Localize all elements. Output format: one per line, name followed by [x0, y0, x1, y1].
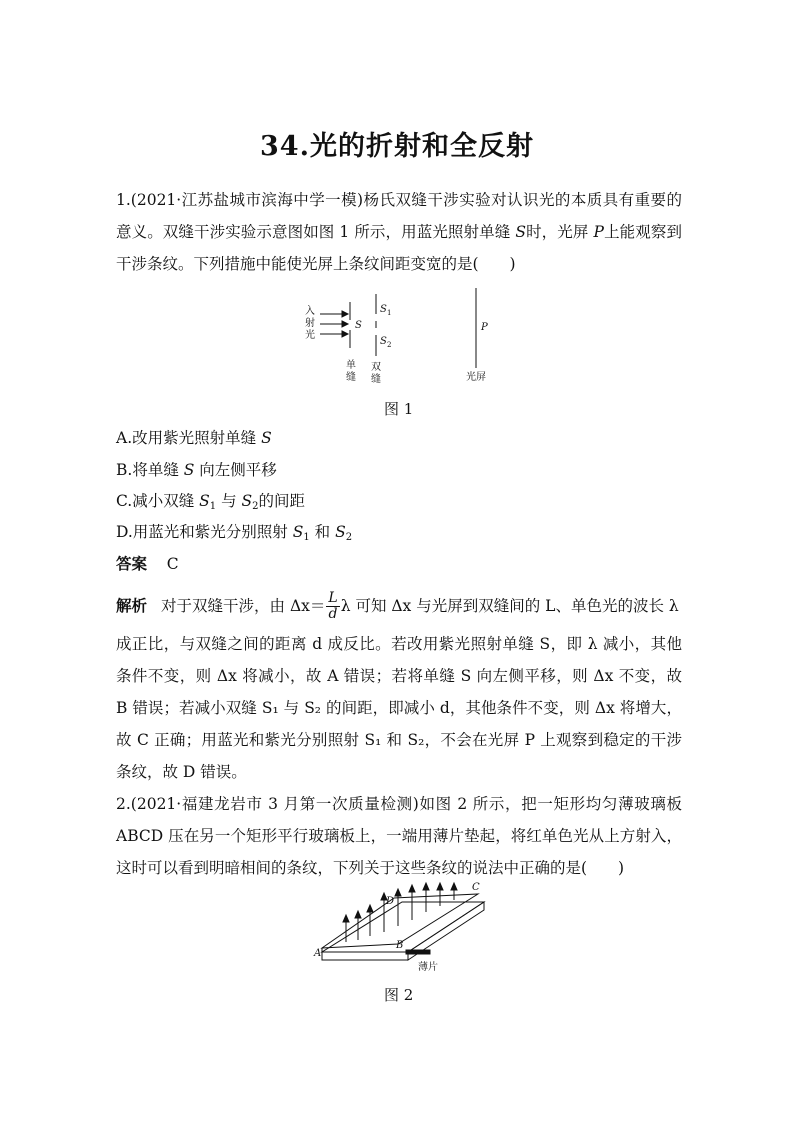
option-D-prefix: D.用蓝光和紫光分别照射: [116, 523, 293, 541]
q1-var-S: S: [515, 223, 526, 241]
option-B-var: S: [183, 461, 195, 479]
option-D-sub1: 1: [303, 532, 310, 543]
q1-text-part2: 时，光屏: [525, 223, 589, 241]
option-D: [116, 522, 352, 548]
analysis-line1-b: λ 可知 Δx 与光屏到双缝间的 L、单色光的波长 λ: [340, 597, 679, 615]
fraction-L-over-d: [326, 591, 339, 622]
option-B: [116, 460, 277, 480]
q2-text: 如图 2 所示，把一矩形均匀薄玻璃板 ABCD 压在另一个矩形平行玻璃板上，一端用薄片垫起，将红单色光从上方射入，这时可以看到明暗相间的条纹，下列关于这些条纹的说法中正确的是( ): [116, 795, 683, 877]
option-D-var1: S: [292, 523, 304, 541]
option-C-suffix: 的间距: [258, 492, 306, 510]
label-S2: S: [380, 336, 387, 347]
arrowhead-3: [342, 331, 348, 337]
analysis-body: 成正比，与双缝之间的距离 d 成反比。若改用紫光照射单缝 S，即 λ 减小，其他条件不变，则 Δx 将减小，故 A 错误；若将单缝 S 向左侧平移，则 Δx 不变，故 B 错误；若减小双缝 S₁ 与 S₂ 的间距，即减小 d，其他条件不变，则 Δx 将增大，故 C 正确；用蓝光和紫光分别照射 S₁ 和 S₂，不会在光屏 P 上观察到稳定的干涉条纹，故 D 错误。: [116, 635, 682, 781]
option-C-prefix: C.减小双缝: [116, 492, 200, 510]
option-A: [116, 428, 272, 448]
option-C-sub2: 2: [252, 501, 259, 512]
shim: [406, 950, 430, 954]
q1-text-part3: 上能观察到干涉条纹。下列措施中能使光屏上条纹间距变宽的是( ): [116, 223, 682, 273]
label-P: P: [481, 322, 488, 333]
option-C-sub1: 1: [209, 501, 217, 512]
answer-line: [116, 554, 179, 574]
label-incident-3: 光: [305, 330, 315, 341]
option-C-var1: S: [199, 492, 210, 510]
analysis-label: 解析: [116, 596, 148, 615]
q1-text-part1: 杨氏双缝干涉实验对认识光的本质具有重要的意义。双缝干涉实验示意图如图 1 所示，用蓝光照射单缝: [116, 191, 682, 241]
answer-label: 答案: [116, 554, 148, 573]
ray-1-head: [343, 915, 349, 922]
ray-3-head: [367, 905, 373, 912]
q2-number: 2.: [116, 795, 131, 813]
option-C-var2: S: [241, 492, 253, 510]
option-A-var: S: [261, 429, 272, 447]
label-B: B: [396, 940, 404, 951]
ray-7-head: [423, 883, 429, 890]
ray-8-head: [437, 883, 443, 890]
label-A: A: [314, 948, 322, 959]
label-incident-1: 入: [305, 306, 315, 317]
analysis-line1-a: 对于双缝干涉，由 Δx＝: [161, 597, 326, 615]
ray-5-head: [395, 889, 401, 896]
arrowhead-1: [342, 311, 348, 317]
option-A-prefix: A.改用紫光照射单缝: [116, 429, 262, 447]
ray-2-head: [355, 911, 361, 918]
option-D-mid: 和: [314, 523, 336, 541]
option-D-var2: S: [335, 523, 346, 541]
figure-1-double-slit: [296, 284, 506, 386]
fraction-denominator: d: [328, 605, 338, 622]
fraction-numerator: L: [328, 589, 338, 606]
label-S1: S: [380, 304, 387, 315]
label-S: S: [355, 320, 362, 331]
label-S1-sub: 1: [387, 309, 392, 317]
option-B-prefix: B.将单缝: [116, 461, 184, 479]
label-incident-2: 射: [305, 318, 315, 329]
label-D: D: [386, 896, 395, 907]
label-S2-sub: 2: [387, 341, 392, 349]
label-single-slit-1: 单: [346, 360, 356, 371]
option-C: [116, 491, 305, 517]
analysis-line-1: [116, 588, 679, 624]
page-title: 34.光的折射和全反射: [260, 131, 534, 162]
figure-2-caption: 图 2: [384, 986, 414, 1004]
answer-value: C: [166, 555, 179, 573]
label-single-slit-2: 缝: [346, 372, 356, 383]
ray-6-head: [409, 885, 415, 892]
figure-1-caption: 图 1: [384, 400, 414, 418]
option-B-suffix: 向左侧平移: [194, 461, 277, 479]
label-C: C: [472, 882, 480, 893]
label-shim: 薄片: [418, 962, 438, 973]
q1-number: 1.: [116, 191, 131, 209]
q2-source: (2021·福建龙岩市 3 月第一次质量检测): [130, 795, 419, 813]
option-C-mid: 与: [221, 492, 242, 510]
question-1-stem: [116, 184, 682, 280]
q1-var-P: P: [593, 223, 604, 241]
bottom-plate-front: [322, 952, 408, 960]
arrowhead-2: [342, 321, 348, 327]
figure-2-thin-film: [312, 880, 498, 976]
label-screen: 光屏: [466, 372, 486, 383]
ray-9-head: [451, 883, 457, 890]
question-2-stem: [116, 788, 682, 884]
label-double-slit-2: 缝: [371, 374, 381, 385]
option-D-sub2: 2: [345, 532, 353, 543]
label-double-slit-1: 双: [371, 362, 381, 373]
q1-source: (2021·江苏盐城市滨海中学一模): [130, 191, 364, 209]
